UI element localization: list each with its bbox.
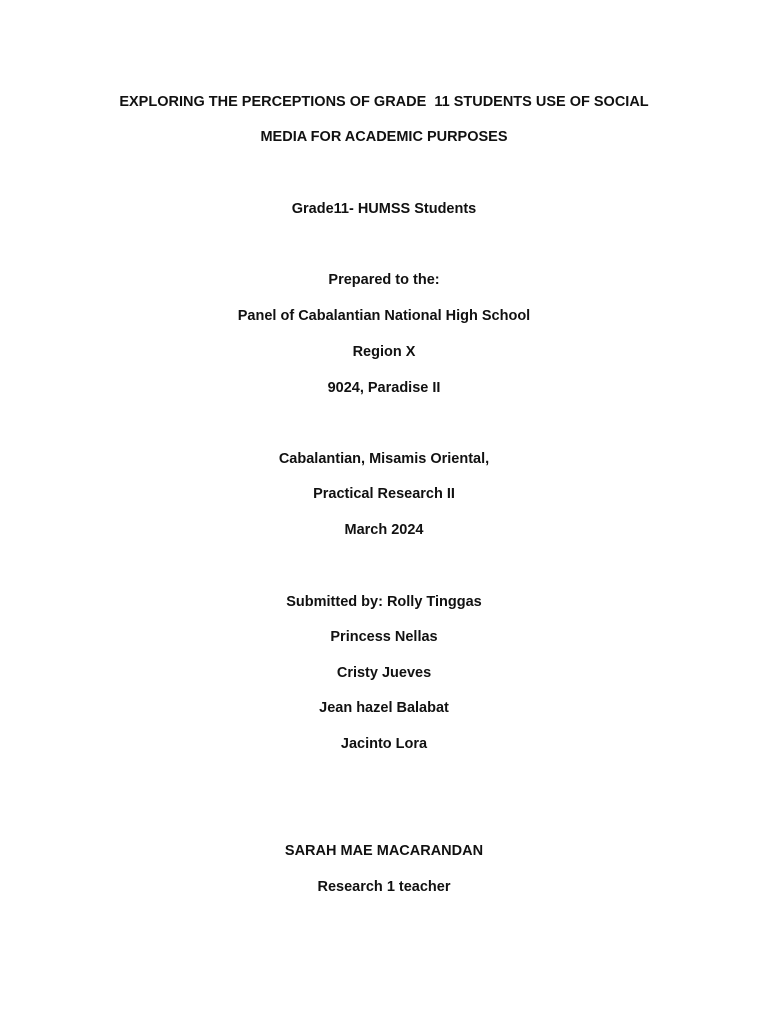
- submitted-by: Submitted by: Rolly Tinggas: [286, 594, 482, 610]
- date: March 2024: [344, 522, 424, 538]
- address-line: 9024, Paradise II: [327, 380, 441, 396]
- region: Region X: [352, 344, 416, 360]
- teacher-role: Research 1 teacher: [317, 879, 451, 895]
- teacher-name: SARAH MAE MACARANDAN: [284, 843, 484, 859]
- subject: Practical Research II: [313, 486, 455, 502]
- panel-name: Panel of Cabalantian National High School: [237, 308, 531, 324]
- prepared-to-label: Prepared to the:: [328, 272, 440, 288]
- city-province: Cabalantian, Misamis Oriental,: [278, 451, 490, 467]
- title-line-1: EXPLORING THE PERCEPTIONS OF GRADE 11 STUDENTS USE OF SOCIAL: [119, 94, 649, 110]
- member-name: Princess Nellas: [330, 629, 438, 645]
- title-line-2: MEDIA FOR ACADEMIC PURPOSES: [260, 129, 508, 145]
- grade-section: Grade11- HUMSS Students: [291, 201, 477, 217]
- member-name: Jean hazel Balabat: [319, 700, 449, 716]
- member-name: Jacinto Lora: [340, 736, 428, 752]
- member-name: Cristy Jueves: [336, 665, 432, 681]
